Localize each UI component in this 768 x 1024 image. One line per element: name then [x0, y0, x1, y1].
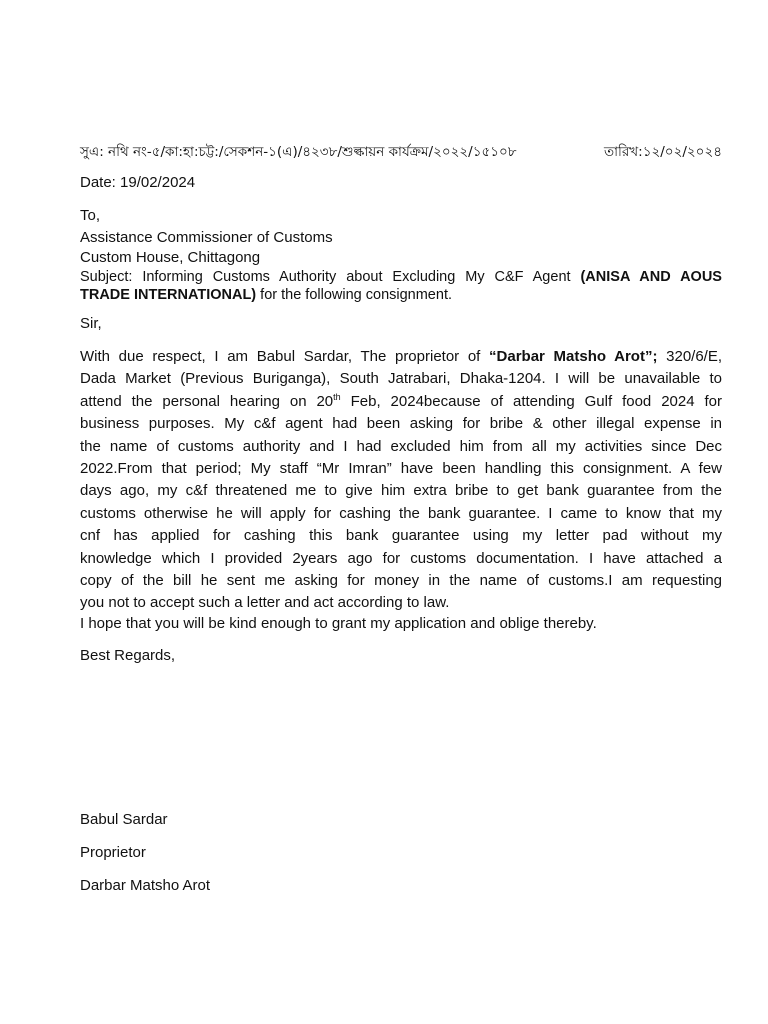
- ordinal-suffix: th: [333, 391, 341, 402]
- body-line: the name of customs authority and I had excluded him from all my activities since Dec: [80, 437, 722, 455]
- body-line: knowledge which I provided 2years ago for customs documentation. I have attached a: [80, 549, 722, 567]
- reference-line: [80, 143, 722, 161]
- body-line: days ago, my c&f threatened me to give him extra bribe to get bank guarantee from the: [80, 482, 722, 500]
- letter-date: Date: 19/02/2024: [80, 174, 196, 191]
- body-line: you not to accept such a letter and act according to law.: [80, 594, 450, 612]
- body-line: Dada Market (Previous Buriganga), South Jatrabari, Dhaka-1204. I will be unavailable to: [80, 370, 722, 388]
- subject-agent-name-1: (ANISA AND AOUS: [580, 269, 722, 285]
- signatory-company: Darbar Matsho Arot: [80, 877, 211, 894]
- recipient-to: To,: [80, 207, 101, 224]
- closing-request: I hope that you will be kind enough to grant my application and oblige thereby.: [80, 615, 597, 632]
- body-text: With due respect, I am Babul Sardar, The proprietor of: [80, 348, 490, 365]
- body-line: copy of the bill he sent me asking for money in the name of customs.I am requesting: [80, 571, 722, 589]
- body-paragraph: [80, 346, 722, 615]
- memo-number: সুএ: নথি নং-৫/কা:হা:চট্ট:/সেকশন-১(এ)/৪২৩৮/শুল্কায়ন কার্যক্রম/২০২২/১৫১০৮: [80, 144, 517, 160]
- body-line: customs otherwise he will apply for cashing the bank guarantee. I came to know that my: [80, 504, 722, 522]
- body-line: cnf has applied for cashing this bank guarantee using my letter pad without my: [80, 527, 722, 545]
- sign-off: Best Regards,: [80, 647, 176, 664]
- subject-agent-name-2: TRADE INTERNATIONAL): [80, 287, 257, 303]
- signatory-designation: Proprietor: [80, 844, 146, 861]
- body-text: attend the personal hearing on 20: [80, 392, 334, 410]
- signatory-name: Babul Sardar: [80, 811, 168, 828]
- subject-line: [80, 268, 722, 304]
- body-line: 2022.From that period; My staff “Mr Imran” have been handling this consignment. A few: [80, 459, 722, 477]
- subject-line-1: [80, 268, 722, 286]
- greeting: Sir,: [80, 315, 102, 332]
- body-text: 320/6/E,: [657, 348, 723, 365]
- subject-prefix: Subject: Informing Customs Authority about Excluding My C&F Agent: [80, 269, 581, 285]
- recipient-address: Custom House, Chittagong: [80, 249, 261, 266]
- body-line: [80, 391, 722, 413]
- body-text: Feb, 2024because of attending Gulf food 2024 for: [340, 392, 723, 410]
- recipient-title: Assistance Commissioner of Customs: [80, 229, 333, 246]
- memo-date: তারিখ:১২/০২/২০২৪: [603, 144, 722, 160]
- subject-suffix: for the following consignment.: [256, 287, 452, 303]
- company-name-bold: “Darbar Matsho Arot”;: [489, 348, 658, 365]
- body-line: [80, 346, 722, 368]
- body-line: business purposes. My c&f agent had been asking for bribe & other illegal expense in: [80, 415, 722, 433]
- subject-line-2: [80, 286, 722, 304]
